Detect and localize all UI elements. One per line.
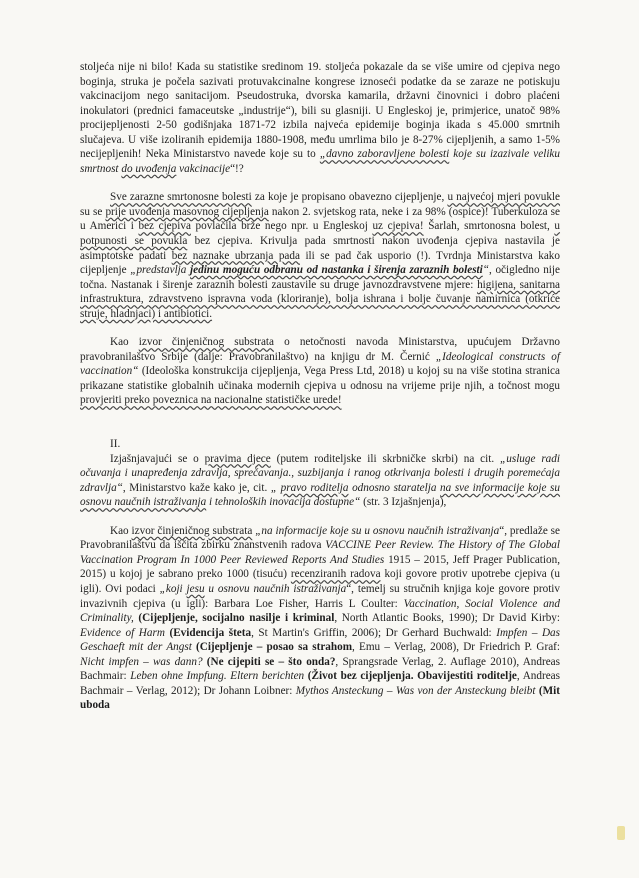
p4-run: odnosno staratelja [348,481,441,494]
p2-run: jedinu moguću odbranu od nastanka i širenja zaraznih bolesti [190,264,483,277]
p2-run: Sve zarazne smrtonosne bolesti [110,191,252,204]
p2-run: „predstavlja [130,264,191,277]
p5-run: Nicht impfen – was dann? [80,655,203,668]
p3-run: (Ideološka konstrukcija cijepljenja, Vega Press Ltd, 2018) u kojoj su na više stotina stranica prikazane statistike globalnih učinaka modernih cjepiva u odnosu na vrijeme prije njih, a točnost mogu [80,365,560,392]
p5-run: recenziranih radova [290,568,381,581]
p3-run: o netočnosti navoda Ministarstva, upućujem Državno pravobranilaštvo Srbije (dalje: Pravobranilaštvo) na knjigu dr M. Černić [80,336,561,363]
p1-run: stoljeća nije ni bilo! Kada su statistike sredinom 19. stoljeća pokazale da se više umire od cjepiva nego boginja, struka je počela sazivati protuvakcinalne kongrese iznoseći podatke da se zaraze ne potiskuju vakcinacijom nego sanitacijom. Pseudostruka, dvorska kamarila, državni činovnici i dobro plaćeni inokulatori (prednici famaceutske „industrije“), bili su glasniji. U Engleskoj je, primjerice, unatoč 98% procijepljenosti 2-50 godišnjaka 1871-72 izbila najveća epidemije boginja ikada s 45.000 smrtnih slučajeva. U više izoliranih epidemija 1880-1908, među umrlima bilo je 8-27% cijepljenih, a samo 1-5% necijepljenih! Neka Ministarstvo navede koje su to [80,61,560,161]
p3-run: „Ideological constructs of vaccination“ [80,350,560,378]
p5-run: , Sprangsrade Verlag, 2. Auflage 2010), Andreas Bachmair: [80,655,561,683]
p2-run: bez naznake ubrzanja pada [171,249,300,262]
p5-run: Kao [110,524,132,537]
p5-run: 1915 – 2015, Jeff Prager Publication, 2015) u kojoj je sabrano preko 1000 (tisuću) [80,553,560,581]
p2-run: bez cjepiva [138,220,191,233]
p2-run: higijena, sanitarna infrastruktura, zdravstveno ispravna voda (kloriranje), bolja ishrana i bolje čuvanje namirnica (otkriće struje, hladnjaci) i antibiotici. [80,278,560,320]
p2-run: za koje je propisano obavezno cijepljenje, [251,191,448,204]
p1-run: “!? [230,162,244,175]
highlighter-mark [617,826,625,840]
p5-run: “, temelj su stručnih knjiga koje govore protiv invazivnih cjepiva (u igli): Barbara Loe Fisher, Harris L Coulter: [80,582,561,610]
p4-run: (str. 3 Izjašnjenja), [360,496,447,509]
p2-run: uz cjepiva! [372,220,424,233]
p4-run: „ [270,481,281,494]
p5-run: (Život bez cijepljenja. Obavijestiti roditelje [307,670,517,683]
p2-run: povlačila brže nego npr. u Engleskoj [190,220,373,233]
p5-run: (Cijepljenje, socijalno nasilje i kriminal [138,612,335,625]
p2-run: u najvećoj mjeri povukle [447,191,561,204]
p4-run: i tehnoloških inovacija dostupne“ [206,496,361,509]
p5-run: (Mit uboda [80,684,561,712]
p4-run: pravima djece [204,452,271,465]
p4-run: na sve informacije koje su osnovu naučnih istraživanja [80,481,561,509]
p5-run: „koji [159,582,187,595]
p1-run: vakcinacije [176,162,231,175]
p5-run: “, predlaže se Pravobranilaštvu da iščita zbirku znanstvenih radova [80,524,560,552]
p5-run: jesu [186,582,205,595]
paragraph-smallpox-history [80,60,560,176]
p4-run: , Ministarstvo kaže kako je, cit. [122,481,271,494]
p5-run: Impfen – Das Geschaeft mit der Angst [80,626,561,654]
paragraph-source-cernic [80,335,560,408]
p5-run: , Andreas Bachmair – Verlag, 2012); Dr Johann Loibner: [80,670,560,697]
p5-run: na informacije koje su u osnovu naučnih istraživanja [261,524,500,537]
paragraph-disease-decline [80,190,560,321]
paragraph-peer-review-sources [80,524,560,713]
p2-run: ili se pad čak usporio (!). Tvrdnja Ministarstva kako cijepljenje [80,249,560,277]
p5-run: u osnovu naučnih istraživanja [204,582,347,595]
p1-run: „davno zaboravljene bolesti [319,148,450,161]
p5-run: Mythos Ansteckung – Was von der Ansteckung bleibt [295,684,536,697]
p2-run: Šarlah, smrtonosna bolest, [423,220,555,233]
p5-run: VACCINE Peer Review. The History of The Global Vaccination Program In 1000 Peer Reviewed Reports And Studies [80,539,560,566]
p5-run: izvor činjeničnog substrata [131,524,253,537]
p5-run: (Cijepljenje – posao sa strahom [196,641,353,654]
p5-run: , Emu – Verlag, 2008), Dr Friedrich P. Graf: [352,641,560,654]
p4-run: Izjašnjavajući se o [110,452,205,465]
p2-run: prije uvođenja masovnog cijepljenja [105,205,269,218]
p5-run: , North Atlantic Books, 1990); Dr David Kirby: [334,612,560,625]
p5-run: koji govore protiv upotrebe cjepiva (u igli). Ovi podaci [80,568,560,595]
p5-run: „ [252,524,262,537]
p5-run: , St Martin's Griffin, 2006); Dr Gerhard Buchwald: [251,626,497,639]
p5-run: Vaccination, Social Violence and Criminality, [80,597,560,625]
p5-run: (Evidencija šteta [169,626,252,639]
p5-run: (Ne cijepiti se – što onda? [206,655,336,668]
p2-run: bez cjepiva. Krivulja pada smrtnosti nakon uvođenja cjepiva nastavila je asimptotske padati [80,235,560,262]
p1-run: do uvođenja [121,162,177,175]
p3-run: izvor činjeničnog substrata [138,336,274,349]
p2-run: , očigledno nije točna. Nastanak i širenje zaraznih bolesti zaustavile su druge javnozdravstvene mjere: [80,264,560,291]
paragraph-children-rights [80,452,560,510]
p2-run: u potpunosti se povukla [80,220,561,248]
p4-run: „usluge radi očuvanja i unapređenja zdravlja, sprečavanja., suzbijanja i ranog otkrivanja bolesti i drugih poremećaja zdravlja“ [80,452,560,494]
p3-run: provjeriti preko poveznica na nacionalne statističke urede! [80,394,342,407]
p3-run: Kao [110,336,139,349]
p1-run: koje su izazivale veliku smrtnost [80,148,560,175]
document-body [80,60,560,713]
p5-run: Leben ohne Impfung. Eltern berichten [130,670,305,683]
p2-run: nakon 2. svjetskog rata, neke i za 98% (ospice)! Tuberkuloza se u Americi i [80,205,560,233]
p5-run: Evidence of Harm [80,626,165,639]
p4-run: (putem roditeljske ili skrbničke skrbi) na cit. [270,452,501,465]
p2-run: su se [80,205,106,218]
p4-run: pravo roditelja [280,481,349,494]
section-heading-roman: II. [110,438,121,451]
p2-run: “ [482,264,490,277]
